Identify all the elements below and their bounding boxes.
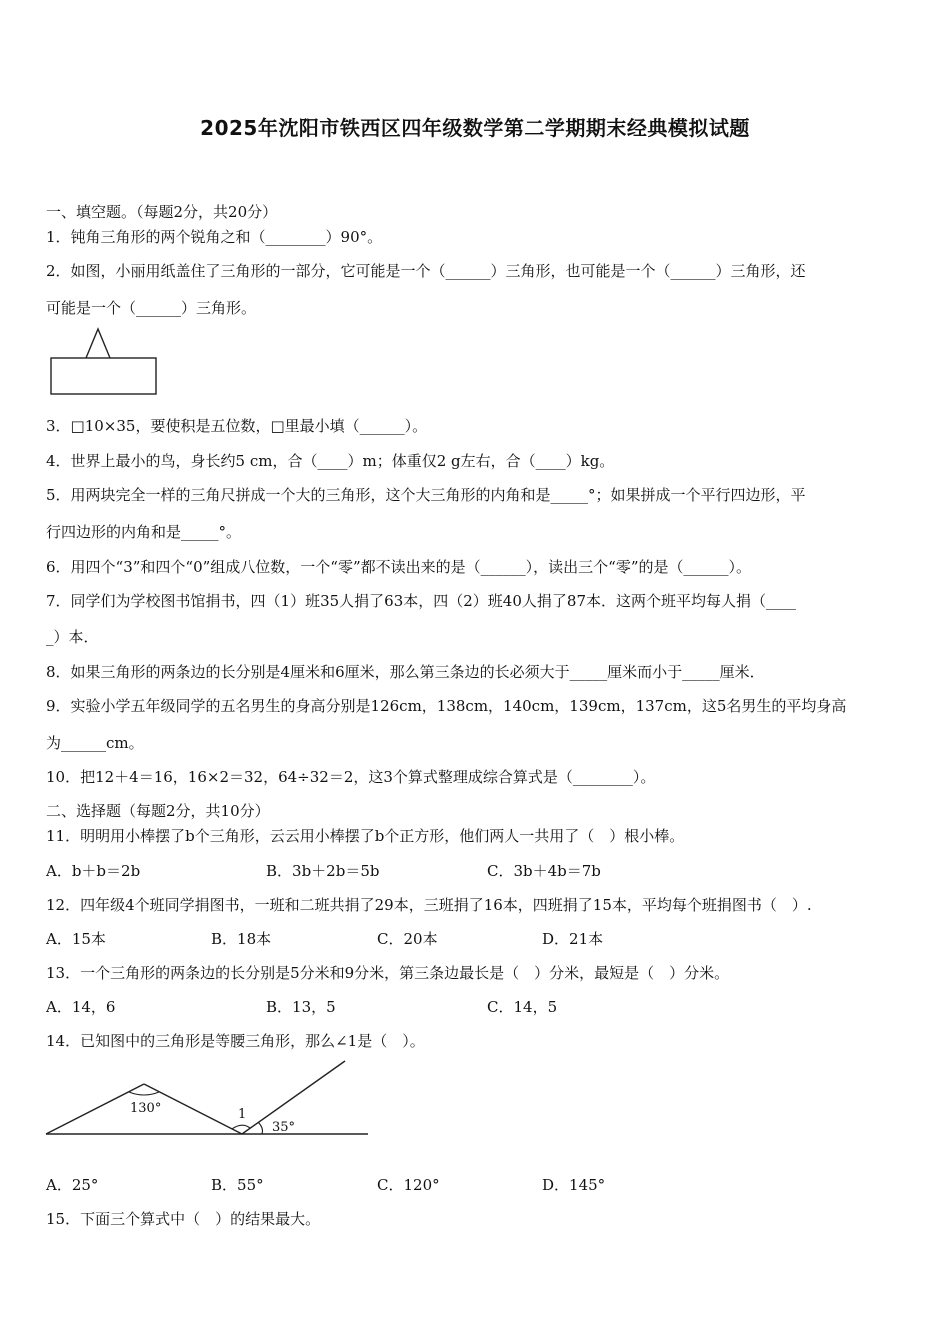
- question-11: 11．明明用小棒摆了b个三角形，云云用小棒摆了b个正方形，他们两人一共用了（ ）根小棒。: [46, 827, 685, 845]
- q11-option-a: A．b＋b＝2b: [46, 862, 141, 880]
- page-title: 2025年沈阳市铁西区四年级数学第二学期期末经典模拟试题: [200, 116, 750, 140]
- question-9-line-1: 9．实验小学五年级同学的五名男生的身高分别是126cm，138cm，140cm，139cm，137cm，这5名男生的平均身高: [46, 697, 847, 715]
- q14-option-c: C．120°: [377, 1176, 440, 1194]
- q12-option-b: B．18本: [211, 930, 272, 948]
- question-2-figure: [48, 326, 160, 398]
- question-7-line-2: _）本．: [46, 628, 99, 646]
- question-6: 6．用四个“3”和四个“0”组成八位数，一个“零”都不读出来的是（______），读出三个“零”的是（______）。: [46, 558, 751, 576]
- covering-paper: [51, 358, 156, 394]
- angle-35-arc: [258, 1122, 263, 1134]
- angle-130-arc: [129, 1092, 159, 1095]
- question-8: 8．如果三角形的两条边的长分别是4厘米和6厘米，那么第三条边的长必须大于_____厘米而小于_____厘米．: [46, 663, 765, 681]
- q13-option-a: A．14，6: [46, 998, 116, 1016]
- q11-option-b: B．3b＋2b＝5b: [266, 862, 380, 880]
- section-1-heading: 一、填空题。（每题2分，共20分）: [46, 203, 278, 221]
- question-15: 15．下面三个算式中（ ）的结果最大。: [46, 1210, 321, 1228]
- q14-option-b: B．55°: [211, 1176, 264, 1194]
- angle-1-label: 1: [238, 1107, 247, 1122]
- q12-option-d: D．21本: [542, 930, 604, 948]
- question-2-line-2: 可能是一个（______）三角形。: [46, 299, 257, 317]
- angle-35-label: 35°: [272, 1120, 296, 1135]
- angle-130-label: 130°: [130, 1101, 162, 1116]
- q14-option-a: A．25°: [46, 1176, 99, 1194]
- q13-option-c: C．14，5: [487, 998, 558, 1016]
- question-3: 3．□10×35，要使积是五位数，□里最小填（______）。: [46, 417, 428, 435]
- question-12: 12．四年级4个班同学捐图书，一班和二班共捐了29本，三班捐了16本，四班捐了15本，平均每个班捐图书（ ）.: [46, 896, 812, 914]
- q12-option-a: A．15本: [46, 930, 106, 948]
- question-5-line-2: 行四边形的内角和是_____°。: [46, 523, 242, 541]
- question-5-line-1: 5．用两块完全一样的三角尺拼成一个大的三角形，这个大三角形的内角和是_____°；如果拼成一个平行四边形，平: [46, 486, 806, 504]
- question-7-line-1: 7．同学们为学校图书馆捐书，四（1）班35人捐了63本，四（2）班40人捐了87本．这两个班平均每人捐（____: [46, 592, 796, 610]
- question-14-figure: [44, 1058, 374, 1140]
- q12-option-c: C．20本: [377, 930, 438, 948]
- question-1: 1．钝角三角形的两个锐角之和（________）90°。: [46, 228, 383, 246]
- question-10: 10．把12＋4＝16，16×2＝32，64÷32＝2，这3个算式整理成综合算式是（________）。: [46, 768, 656, 786]
- triangle-tip: [86, 329, 110, 358]
- question-9-line-2: 为______cm。: [46, 734, 144, 752]
- q14-option-d: D．145°: [542, 1176, 606, 1194]
- q11-option-c: C．3b＋4b＝7b: [487, 862, 601, 880]
- question-14: 14．已知图中的三角形是等腰三角形，那么∠1是（ ）。: [46, 1032, 425, 1050]
- section-2-heading: 二、选择题（每题2分，共10分）: [46, 802, 270, 820]
- question-2-line-1: 2．如图，小丽用纸盖住了三角形的一部分，它可能是一个（______）三角形，也可能是一个（______）三角形，还: [46, 262, 806, 280]
- q13-option-b: B．13，5: [266, 998, 336, 1016]
- angle-1-arc: [232, 1125, 250, 1129]
- question-13: 13．一个三角形的两条边的长分别是5分米和9分米，第三条边最长是（ ）分米，最短是（ ）分米。: [46, 964, 730, 982]
- question-4: 4．世界上最小的鸟，身长约5 cm，合（____）m；体重仅2 g左右，合（____）kg。: [46, 452, 615, 470]
